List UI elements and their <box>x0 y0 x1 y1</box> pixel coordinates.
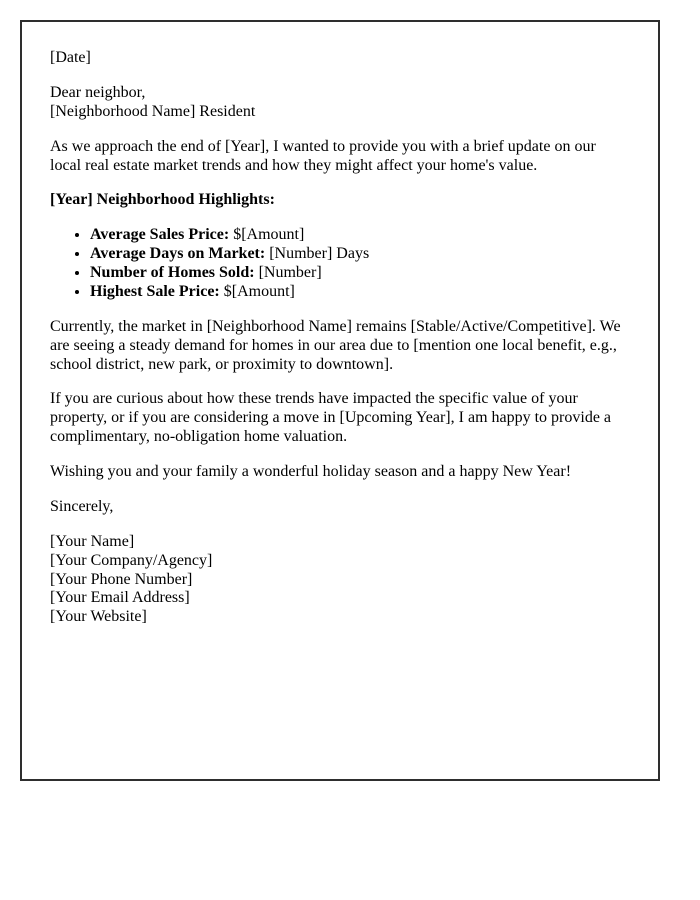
salutation-line-2: [Neighborhood Name] Resident <box>50 102 256 120</box>
holiday-greeting-paragraph: Wishing you and your family a wonderful holiday season and a happy New Year! <box>50 463 572 480</box>
closing-line: Sincerely, <box>50 497 114 515</box>
salutation-block <box>50 84 630 122</box>
intro-paragraph: As we approach the end of [Year], I wanted to provide you with a brief update on our local real estate market trends and how they might affect your home's value. <box>50 137 596 174</box>
highlight-label: Average Sales Price: <box>90 226 230 244</box>
valuation-offer-paragraph: If you are curious about how these trends have impacted the specific value of your property, or if you are considering a move in [Upcoming Year], I am happy to provide a complimentary, no-obligation home valuation. <box>50 390 612 446</box>
salutation-line-1: Dear neighbor, <box>50 83 146 101</box>
signature-name: [Your Name] <box>50 532 135 550</box>
highlight-item-average-sales-price <box>90 226 630 245</box>
highlight-item-number-of-homes-sold <box>90 264 630 283</box>
highlight-value: $[Amount] <box>223 282 295 300</box>
highlight-value: [Number] Days <box>269 245 370 263</box>
highlight-value: $[Amount] <box>233 226 305 244</box>
highlight-label: Highest Sale Price: <box>90 282 220 300</box>
highlights-heading: [Year] Neighborhood Highlights: <box>50 191 275 209</box>
signature-website: [Your Website] <box>50 608 147 626</box>
highlight-value: [Number] <box>258 264 322 281</box>
highlights-list <box>50 226 630 302</box>
highlight-item-average-days-on-market <box>90 245 630 264</box>
signature-email: [Your Email Address] <box>50 589 190 607</box>
market-status-paragraph: Currently, the market in [Neighborhood Name] remains [Stable/Active/Competitive]. We are seeing a steady demand for homes in our area due to [mention one local benefit, e.g., school district, new park, or proximity to downtown]. <box>50 317 621 373</box>
highlight-label: Number of Homes Sold: <box>90 264 255 281</box>
highlight-item-highest-sale-price <box>90 283 630 302</box>
signature-phone: [Your Phone Number] <box>50 570 193 588</box>
signature-company: [Your Company/Agency] <box>50 551 213 569</box>
letter-page <box>20 20 660 781</box>
signature-block <box>50 533 630 627</box>
highlight-label: Average Days on Market: <box>90 245 266 263</box>
date-line: [Date] <box>50 49 91 66</box>
